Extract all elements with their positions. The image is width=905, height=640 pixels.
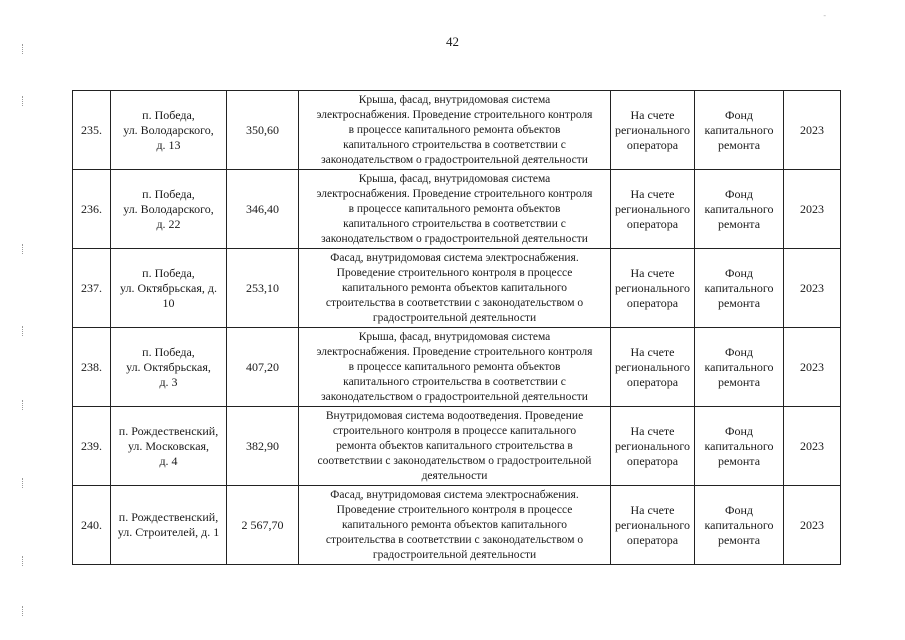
cell-account <box>611 249 695 328</box>
cell-works-line: ремонта объектов капитального строительства в <box>336 439 573 452</box>
cell-works-line: электроснабжения. Проведение строительного контроля <box>316 187 593 200</box>
table-row <box>73 91 841 170</box>
cell-area <box>227 249 299 328</box>
cell-works-line: Проведение строительного контроля в процессе <box>336 266 573 279</box>
cell-address <box>111 328 227 407</box>
cell-fund-line: Фонд <box>724 344 753 359</box>
cell-fund-line: ремонта <box>717 137 761 152</box>
cell-fund-line: капитального <box>704 438 774 453</box>
registry-table <box>72 90 841 565</box>
cell-account-line: На счете <box>630 344 675 359</box>
cell-number-text: 235. <box>81 122 102 137</box>
cell-address <box>111 486 227 565</box>
cell-works-line: капитального ремонта объектов капитального <box>341 518 567 531</box>
cell-account-line: оператора <box>626 453 679 468</box>
cell-account-line: оператора <box>626 216 679 231</box>
cell-fund-line: капитального <box>704 122 774 137</box>
cell-works-line: капитального строительства в соответствии с <box>343 217 566 230</box>
cell-fund-line: ремонта <box>717 295 761 310</box>
cell-account <box>611 407 695 486</box>
cell-account-line: регионального <box>614 438 691 453</box>
cell-fund-line: Фонд <box>724 265 753 280</box>
cell-number-text: 239. <box>81 438 102 453</box>
table-body <box>73 91 841 565</box>
cell-area-text: 407,20 <box>246 359 279 374</box>
table-row <box>73 407 841 486</box>
cell-works-line: Крыша, фасад, внутридомовая система <box>358 93 551 106</box>
cell-fund-line: Фонд <box>724 502 753 517</box>
cell-year <box>784 170 841 249</box>
cell-account-line: регионального <box>614 201 691 216</box>
cell-number <box>73 91 111 170</box>
cell-account <box>611 91 695 170</box>
cell-address-line: ул. Володарского, <box>123 122 214 137</box>
cell-account-line: регионального <box>614 517 691 532</box>
cell-year-text: 2023 <box>800 201 824 216</box>
cell-fund-line: капитального <box>704 359 774 374</box>
cell-address-line: ул. Октябрьская, <box>126 359 211 374</box>
cell-fund <box>695 328 784 407</box>
cell-number <box>73 486 111 565</box>
margin-mark <box>22 96 25 106</box>
cell-address-line: ул. Октябрьская, д. <box>120 280 217 295</box>
cell-fund-line: капитального <box>704 517 774 532</box>
cell-fund-line: ремонта <box>717 216 761 231</box>
cell-fund-line: Фонд <box>724 423 753 438</box>
cell-year-text: 2023 <box>800 122 824 137</box>
cell-works <box>299 249 611 328</box>
page-number: 42 <box>446 34 459 49</box>
cell-works-line: законодательством о градостроительной деятельности <box>321 232 588 245</box>
cell-area <box>227 170 299 249</box>
cell-works-line: в процессе капитального ремонта объектов <box>348 360 561 373</box>
cell-works-line: Внутридомовая система водоотведения. Проведение <box>325 409 584 422</box>
cell-address <box>111 249 227 328</box>
cell-area <box>227 486 299 565</box>
cell-fund <box>695 249 784 328</box>
cell-account-line: регионального <box>614 359 691 374</box>
cell-account-line: На счете <box>630 265 675 280</box>
cell-address-line: д. 3 <box>159 374 178 389</box>
cell-address-line: д. 13 <box>156 137 181 152</box>
cell-works-line: градостроительной деятельности <box>372 311 537 324</box>
cell-number <box>73 249 111 328</box>
cell-fund-line: ремонта <box>717 532 761 547</box>
cell-year-text: 2023 <box>800 359 824 374</box>
cell-address-line: 10 <box>162 295 175 310</box>
margin-mark <box>22 326 25 336</box>
cell-year <box>784 486 841 565</box>
cell-account <box>611 486 695 565</box>
cell-number-text: 236. <box>81 201 102 216</box>
cell-fund-line: капитального <box>704 280 774 295</box>
cell-number <box>73 407 111 486</box>
cell-account-line: регионального <box>614 122 691 137</box>
cell-area <box>227 328 299 407</box>
cell-address-line: п. Победа, <box>142 344 195 359</box>
cell-account <box>611 328 695 407</box>
cell-fund <box>695 91 784 170</box>
cell-address-line: ул. Московская, <box>127 438 210 453</box>
cell-works-line: законодательством о градостроительной деятельности <box>321 153 588 166</box>
cell-address-line: п. Рождественский, <box>118 423 219 438</box>
cell-works-line: в процессе капитального ремонта объектов <box>348 123 561 136</box>
cell-address <box>111 407 227 486</box>
cell-address-line: ул. Строителей, д. 1 <box>117 525 220 539</box>
cell-year <box>784 407 841 486</box>
cell-address <box>111 91 227 170</box>
cell-address-line: ул. Володарского, <box>123 201 214 216</box>
table-row <box>73 249 841 328</box>
table-row <box>73 170 841 249</box>
corner-mark: ‐ <box>823 11 826 20</box>
table-row <box>73 486 841 565</box>
cell-account-line: На счете <box>630 502 675 517</box>
cell-year <box>784 249 841 328</box>
cell-area <box>227 91 299 170</box>
cell-area <box>227 407 299 486</box>
cell-works-line: строительства в соответствии с законодательством о <box>325 296 584 309</box>
cell-account-line: На счете <box>630 107 675 122</box>
cell-works-line: капитального строительства в соответствии с <box>343 138 566 151</box>
cell-works <box>299 170 611 249</box>
cell-works-line: капитального строительства в соответствии с <box>343 375 566 388</box>
cell-account-line: оператора <box>626 532 679 547</box>
cell-year-text: 2023 <box>800 438 824 453</box>
cell-fund-line: ремонта <box>717 374 761 389</box>
cell-works-line: Фасад, внутридомовая система электроснабжения. <box>330 251 579 264</box>
cell-address-line: д. 4 <box>159 453 178 468</box>
cell-works-line: капитального ремонта объектов капитального <box>341 281 567 294</box>
cell-works-line: Проведение строительного контроля в процессе <box>336 503 573 516</box>
margin-mark <box>22 478 25 488</box>
cell-account-line: оператора <box>626 295 679 310</box>
cell-number-text: 240. <box>81 517 102 532</box>
cell-address-line: д. 22 <box>156 216 181 231</box>
cell-account-line: На счете <box>630 186 675 201</box>
margin-mark <box>22 44 25 54</box>
cell-account-line: оператора <box>626 137 679 152</box>
cell-year <box>784 328 841 407</box>
cell-fund-line: Фонд <box>724 107 753 122</box>
cell-area-text: 253,10 <box>246 280 279 295</box>
cell-account-line: регионального <box>614 280 691 295</box>
cell-fund-line: ремонта <box>717 453 761 468</box>
cell-address-line: п. Победа, <box>142 107 195 122</box>
cell-number-text: 237. <box>81 280 102 295</box>
table-row <box>73 328 841 407</box>
margin-mark <box>22 244 25 254</box>
cell-works <box>299 486 611 565</box>
cell-fund-line: Фонд <box>724 186 753 201</box>
cell-fund <box>695 170 784 249</box>
cell-year-text: 2023 <box>800 280 824 295</box>
cell-works-line: Крыша, фасад, внутридомовая система <box>358 330 551 343</box>
cell-address-line: п. Победа, <box>142 265 195 280</box>
cell-works-line: Фасад, внутридомовая система электроснабжения. <box>330 488 579 501</box>
cell-works-line: электроснабжения. Проведение строительного контроля <box>316 108 593 121</box>
cell-number-text: 238. <box>81 359 102 374</box>
cell-works-line: в процессе капитального ремонта объектов <box>348 202 561 215</box>
cell-year-text: 2023 <box>800 517 824 532</box>
cell-address <box>111 170 227 249</box>
cell-fund <box>695 486 784 565</box>
cell-works-line: деятельности <box>421 469 488 482</box>
margin-mark <box>22 400 25 410</box>
cell-works-line: электроснабжения. Проведение строительного контроля <box>316 345 593 358</box>
cell-address-line: п. Победа, <box>142 186 195 201</box>
cell-works-line: Крыша, фасад, внутридомовая система <box>358 172 551 185</box>
cell-works-line: градостроительной деятельности <box>372 548 537 561</box>
cell-number <box>73 328 111 407</box>
cell-works-line: соответствии с законодательством о градостроительной <box>317 454 592 467</box>
cell-year <box>784 91 841 170</box>
cell-area-text: 350,60 <box>246 122 279 137</box>
cell-area-text: 346,40 <box>246 201 279 216</box>
cell-area-text: 2 567,70 <box>241 517 284 532</box>
cell-works-line: строительства в соответствии с законодательством о <box>325 533 584 546</box>
margin-mark <box>22 606 25 616</box>
margin-mark <box>22 556 25 566</box>
cell-account-line: оператора <box>626 374 679 389</box>
cell-works-line: законодательством о градостроительной деятельности <box>321 390 588 403</box>
cell-area-text: 382,90 <box>246 438 279 453</box>
cell-works-line: строительного контроля в процессе капитального <box>332 424 577 437</box>
cell-works <box>299 407 611 486</box>
cell-number <box>73 170 111 249</box>
cell-address-line: п. Рождественский, <box>118 510 219 524</box>
cell-fund-line: капитального <box>704 201 774 216</box>
cell-fund <box>695 407 784 486</box>
cell-account-line: На счете <box>630 423 675 438</box>
cell-works <box>299 91 611 170</box>
cell-works <box>299 328 611 407</box>
cell-account <box>611 170 695 249</box>
